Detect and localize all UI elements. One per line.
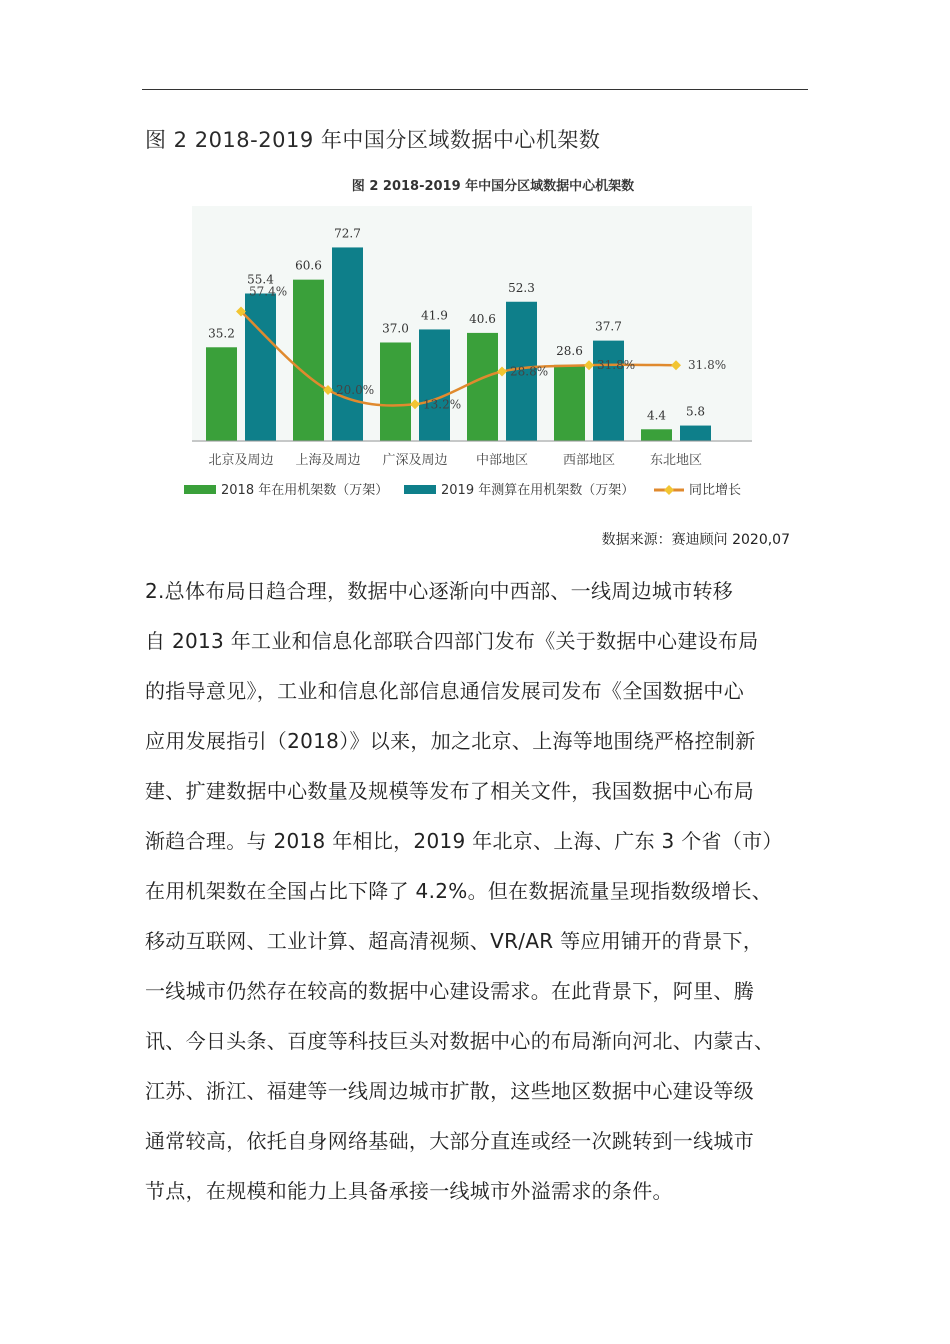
paragraph-line: 自 2013 年工业和信息化部联合四部门发布《关于数据中心建设布局 (145, 629, 759, 653)
category-label: 广深及周边 (382, 453, 448, 468)
bar-2019 (245, 293, 276, 441)
bar-2019-label: 41.9 (421, 308, 448, 323)
category-label: 中部地区 (475, 453, 529, 468)
bar-2018-label: 37.0 (382, 321, 409, 336)
growth-label: 20.0% (336, 383, 375, 397)
bar-2018 (554, 365, 585, 441)
paragraph-line: 2.总体布局日趋合理，数据中心逐渐向中西部、一线周边城市转移 (145, 579, 734, 603)
bar-2019-label: 55.4 (247, 272, 274, 287)
paragraph-line: 移动互联网、工业计算、超高清视频、VR/AR 等应用铺开的背景下， (145, 929, 764, 953)
legend-label-growth: 同比增长 (689, 483, 742, 498)
bar-2018 (206, 347, 237, 441)
category-label: 北京及周边 (208, 453, 274, 468)
paragraph-line: 一线城市仍然存在较高的数据中心建设需求。在此背景下，阿里、腾 (145, 979, 754, 1003)
growth-label: 13.2% (423, 397, 462, 412)
category-label: 西部地区 (562, 453, 616, 468)
bar-2018 (641, 429, 672, 441)
bar-2018-label: 60.6 (295, 258, 322, 273)
paragraph-line: 的指导意见》，工业和信息化部信息通信发展司发布《全国数据中心 (145, 679, 744, 703)
category-label: 东北地区 (649, 453, 703, 468)
chart-svg (178, 166, 808, 556)
chart-title: 图 2 2018-2019 年中国分区域数据中心机架数 (351, 179, 635, 194)
header-rule (142, 89, 808, 90)
legend-label-2018: 2018 年在用机架数（万架） (221, 483, 389, 498)
body-text (145, 566, 815, 1216)
paragraph-line: 通常较高，依托自身网络基础，大部分直连或经一次跳转到一线城市 (145, 1129, 754, 1153)
bar-2019-label: 52.3 (508, 280, 535, 295)
bar-2019 (419, 329, 450, 441)
bar-2019 (593, 341, 624, 441)
category-label: 上海及周边 (295, 453, 361, 468)
bar-2019 (332, 247, 363, 441)
paragraph-line: 渐趋合理。与 2018 年相比，2019 年北京、上海、广东 3 个省（市） (145, 829, 783, 853)
bar-2018-label: 28.6 (556, 343, 583, 358)
growth-label: 31.8% (597, 358, 636, 373)
bar-2018 (293, 280, 324, 441)
bar-2019-label: 72.7 (334, 226, 361, 241)
growth-label: 28.8% (510, 364, 549, 379)
bar-2019-label: 37.7 (595, 319, 622, 334)
paragraph-line: 应用发展指引（2018）》以来，加之北京、上海等地围绕严格控制新 (145, 729, 756, 753)
paragraph-line: 在用机架数在全国占比下降了 4.2%。但在数据流量呈现指数级增长、 (145, 879, 773, 903)
growth-label: 31.8% (688, 358, 727, 373)
legend-swatch-2019 (404, 485, 436, 494)
bar-2018 (380, 342, 411, 441)
legend-marker-growth (664, 485, 674, 495)
bar-2019 (680, 426, 711, 441)
figure-caption: 图 2 2018-2019 年中国分区域数据中心机架数 (145, 128, 601, 152)
paragraph-line: 江苏、浙江、福建等一线周边城市扩散，这些地区数据中心建设等级 (145, 1079, 754, 1103)
bar-2018-label: 40.6 (469, 311, 496, 326)
paragraph-line: 讯、今日头条、百度等科技巨头对数据中心的布局渐向河北、内蒙古、 (145, 1029, 775, 1053)
paragraph-line: 节点，在规模和能力上具备承接一线城市外溢需求的条件。 (145, 1179, 673, 1203)
chart-source: 数据来源：赛迪顾问 2020,07 (601, 532, 790, 548)
paragraph-line: 建、扩建数据中心数量及规模等发布了相关文件，我国数据中心布局 (145, 779, 754, 803)
bar-2018 (467, 333, 498, 441)
legend-label-2019: 2019 年测算在用机架数（万架） (441, 483, 635, 498)
bar-2018-label: 35.2 (208, 326, 235, 341)
region-rack-chart (178, 166, 808, 556)
growth-label: 57.4% (249, 284, 288, 299)
bar-2018-label: 4.4 (646, 408, 667, 423)
legend-swatch-2018 (184, 485, 216, 494)
bar-2019-label: 5.8 (685, 404, 706, 419)
